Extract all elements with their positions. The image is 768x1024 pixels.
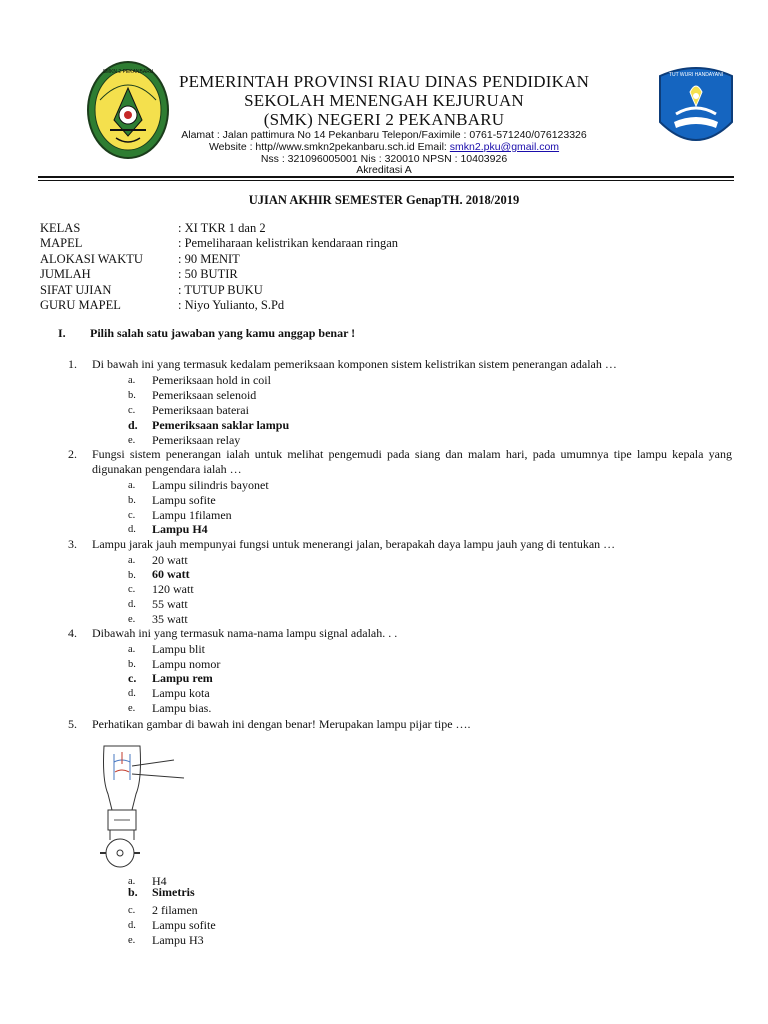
option-letter: a. — [128, 644, 136, 655]
option-letter: a. — [128, 555, 136, 566]
option-letter: e. — [128, 614, 136, 625]
option-text[interactable]: Lampu 1filamen — [152, 508, 232, 522]
option-text[interactable]: 55 watt — [152, 597, 188, 611]
option-letter: d. — [128, 599, 136, 610]
option-letter: a. — [128, 375, 136, 386]
info-key: ALOKASI WAKTU — [40, 251, 143, 266]
website-text: Website : http//www.smkn2pekanbaru.sch.id Email: — [208, 141, 450, 153]
option-text[interactable]: Lampu blit — [152, 642, 205, 656]
option-letter: a. — [128, 876, 136, 887]
option-text[interactable]: Lampu kota — [152, 686, 210, 700]
info-value: : 90 MENIT — [178, 251, 240, 266]
question-text: Perhatikan gambar di bawah ini dengan benar! Merupakan lampu pijar tipe …. — [92, 717, 471, 731]
info-value: : TUTUP BUKU — [178, 282, 263, 297]
option-letter: a. — [128, 480, 136, 491]
header-divider-thick — [38, 176, 734, 178]
option-text[interactable]: 2 filamen — [152, 903, 198, 917]
option-text[interactable]: H4 — [152, 874, 167, 888]
kemendikbud-logo-text: TUT WURI HANDAYANI — [668, 72, 724, 78]
option-letter: c. — [128, 405, 136, 416]
info-value: : Niyo Yulianto, S.Pd — [178, 297, 285, 312]
option-text[interactable]: 35 watt — [152, 612, 188, 626]
question-number: 1. — [68, 357, 77, 371]
option-text[interactable]: Lampu H3 — [152, 933, 204, 947]
option-letter: c. — [128, 905, 136, 916]
option-text[interactable]: Pemeriksaan hold in coil — [152, 373, 271, 387]
option-letter: c. — [128, 584, 136, 595]
info-key: KELAS — [40, 221, 81, 235]
option-text[interactable]: Lampu sofite — [152, 918, 216, 932]
option-text-highlighted[interactable]: Lampu H4 — [152, 522, 208, 536]
question-text: Fungsi sistem penerangan ialah untuk melihat pengemudi pada siang dan malam hari, pada umumnya tipe lampu kepala yang digunakan pengendara ialah … — [92, 447, 732, 476]
option-text-highlighted[interactable]: 60 watt — [152, 567, 190, 581]
option-text[interactable]: Lampu bias. — [152, 701, 212, 715]
option-letter: d. — [128, 418, 138, 432]
option-text[interactable]: 20 watt — [152, 553, 188, 567]
bulb-figure — [88, 740, 198, 870]
info-key: GURU MAPEL — [40, 297, 121, 312]
header-line-1: PEMERINTAH PROVINSI RIAU DINAS PENDIDIKAN — [178, 72, 590, 91]
option-letter: d. — [128, 920, 136, 931]
info-value: : XI TKR 1 dan 2 — [178, 221, 266, 235]
option-letter: e. — [128, 435, 136, 446]
header-divider-thin — [38, 180, 734, 181]
option-text[interactable]: Lampu silindris bayonet — [152, 478, 269, 492]
option-letter: e. — [128, 703, 136, 714]
question-text: Di bawah ini yang termasuk kedalam pemeriksaan komponen sistem kelistrikan sistem penerangan adalah … — [92, 357, 617, 371]
option-letter: b. — [128, 885, 138, 899]
question-number: 4. — [68, 626, 77, 640]
question-number: 5. — [68, 717, 77, 731]
info-value: : Pemeliharaan kelistrikan kendaraan ringan — [178, 236, 399, 251]
info-key: MAPEL — [40, 236, 83, 251]
info-key: JUMLAH — [40, 267, 91, 282]
option-text[interactable]: Pemeriksaan baterai — [152, 403, 249, 417]
section-number: I. — [58, 326, 66, 340]
option-letter: e. — [128, 935, 136, 946]
info-value: : 50 BUTIR — [178, 267, 238, 282]
email-link[interactable]: smkn2.pku@gmail.com — [449, 141, 560, 153]
header-ids: Nss : 321096005001 Nis : 320010 NPSN : 10403926 — [260, 153, 508, 165]
question-number: 2. — [68, 447, 77, 461]
option-letter: b. — [128, 390, 136, 401]
option-text[interactable]: Lampu sofite — [152, 493, 216, 507]
option-text-highlighted[interactable]: Simetris — [152, 885, 195, 899]
question-text: Lampu jarak jauh mempunyai fungsi untuk menerangi jalan, berapakah daya lampu jauh yang di tentukan … — [92, 537, 616, 551]
school-logo-text: SMKN 2 PEKANBARU — [102, 69, 154, 75]
header-akreditasi: Akreditasi A — [356, 164, 412, 176]
question-number: 3. — [68, 537, 77, 551]
option-letter: c. — [128, 510, 136, 521]
option-letter: b. — [128, 659, 136, 670]
info-key: SIFAT UJIAN — [40, 282, 112, 297]
option-text[interactable]: Lampu nomor — [152, 657, 221, 671]
section-instruction: Pilih salah satu jawaban yang kamu anggap benar ! — [90, 326, 356, 340]
option-text-highlighted[interactable]: Pemeriksaan saklar lampu — [152, 418, 290, 432]
option-text-highlighted[interactable]: Lampu rem — [152, 671, 213, 685]
header-line-3: (SMK) NEGERI 2 PEKANBARU — [263, 110, 505, 129]
option-letter: d. — [128, 524, 136, 535]
option-letter: c. — [128, 671, 137, 685]
option-text[interactable]: Pemeriksaan selenoid — [152, 388, 257, 402]
option-letter: b. — [128, 570, 136, 581]
option-text[interactable]: Pemeriksaan relay — [152, 433, 241, 447]
option-letter: b. — [128, 495, 136, 506]
exam-title: UJIAN AKHIR SEMESTER GenapTH. 2018/2019 — [248, 193, 520, 207]
header-line-2: SEKOLAH MENENGAH KEJURUAN — [244, 91, 524, 110]
option-text[interactable]: 120 watt — [152, 582, 194, 596]
header-address: Alamat : Jalan pattimura No 14 Pekanbaru Telepon/Faximile : 0761-571240/076123326 — [181, 129, 587, 141]
option-letter: d. — [128, 688, 136, 699]
question-text: Dibawah ini yang termasuk nama-nama lampu signal adalah. . . — [92, 626, 398, 640]
header-website — [0, 141, 768, 153]
